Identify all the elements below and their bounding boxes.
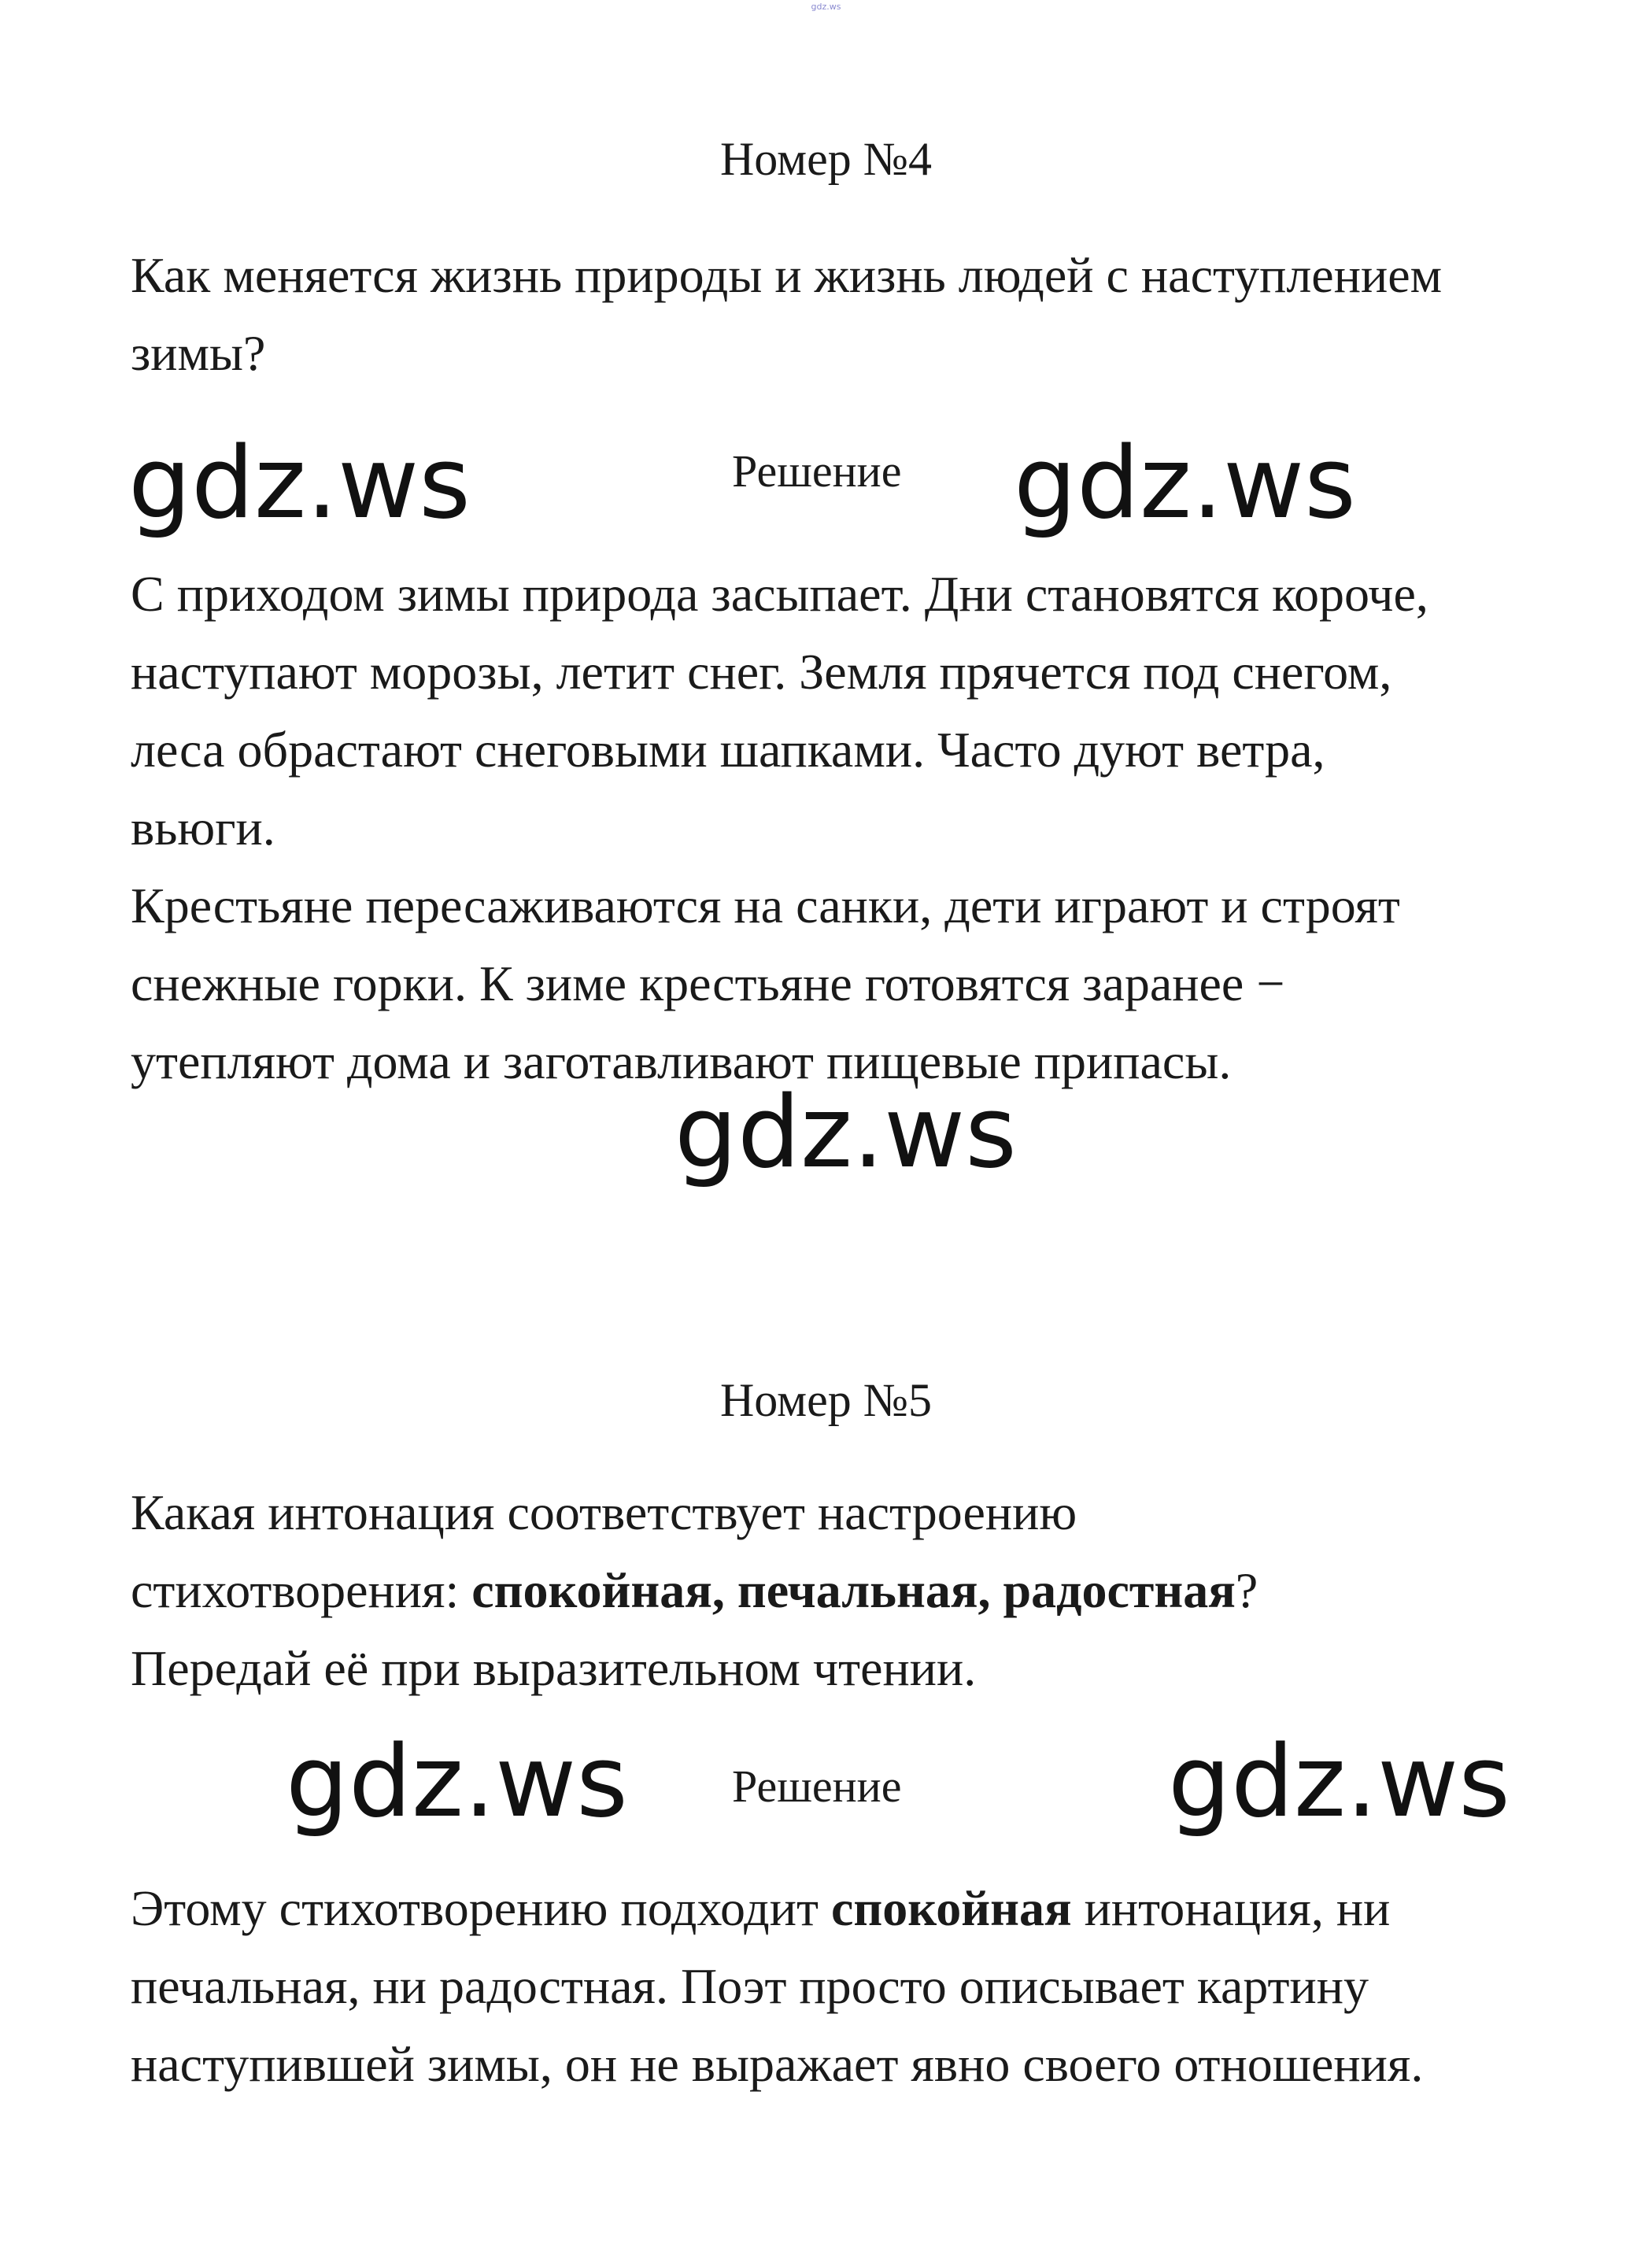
task5-question-line: Какая интонация соответствует настроению [131,1484,1077,1540]
task5-answer-line: печальная, ни радостная. Поэт просто описывает картину [131,1958,1369,2014]
answer-emphasis: спокойная [830,1880,1072,1936]
task4-answer-line: вьюги. [131,800,275,856]
task4-answer-line: леса обрастают снеговыми шапками. Часто дуют ветра, [131,722,1325,778]
task4-answer-line: снежные горки. К зиме крестьяне готовятся заранее − [131,955,1285,1011]
watermark-logo: gdz.ws [128,425,471,541]
watermark-logo: gdz.ws [286,1724,628,1839]
task4-solution-label: Решение [732,445,902,497]
task4-question-line: зимы? [131,325,266,381]
task4-answer-line: утепляют дома и заготавливают пищевые припасы. [131,1033,1232,1089]
task5-question-line: Передай её при выразительном чтении. [131,1640,977,1696]
task4-answer-line: Крестьяне пересаживаются на санки, дети играют и строят [131,878,1400,933]
watermark-logo: gdz.ws [1014,425,1356,541]
task5-answer-line: наступившей зимы, он не выражает явно своего отношения. [131,2036,1424,2092]
watermark-logo: gdz.ws [674,1074,1017,1190]
task5-question [131,1473,1547,1707]
task4-answer [131,555,1547,1100]
task4-answer-line: С приходом зимы природа засыпает. Дни становятся короче, [131,566,1428,622]
task4-title: Номер №4 [719,133,933,185]
watermark-logo: gdz.ws [1168,1724,1510,1839]
task4-answer-line: наступают морозы, летит снег. Земля прячется под снегом, [131,644,1392,700]
task5-answer-line: Этому стихотворению подходит спокойная интонация, ни [131,1880,1391,1936]
task5-solution-label: Решение [732,1761,902,1812]
task5-title: Номер №5 [719,1374,933,1426]
header-watermark: gdz.ws [811,2,841,12]
task4-question-line: Как меняется жизнь природы и жизнь людей с наступлением [131,247,1443,303]
task5-answer [131,1869,1547,2103]
task5-question-line: стихотворения: спокойная, печальная, радостная? [131,1562,1258,1618]
task4-question [131,236,1547,392]
intonation-options: спокойная, печальная, радостная [471,1562,1236,1618]
